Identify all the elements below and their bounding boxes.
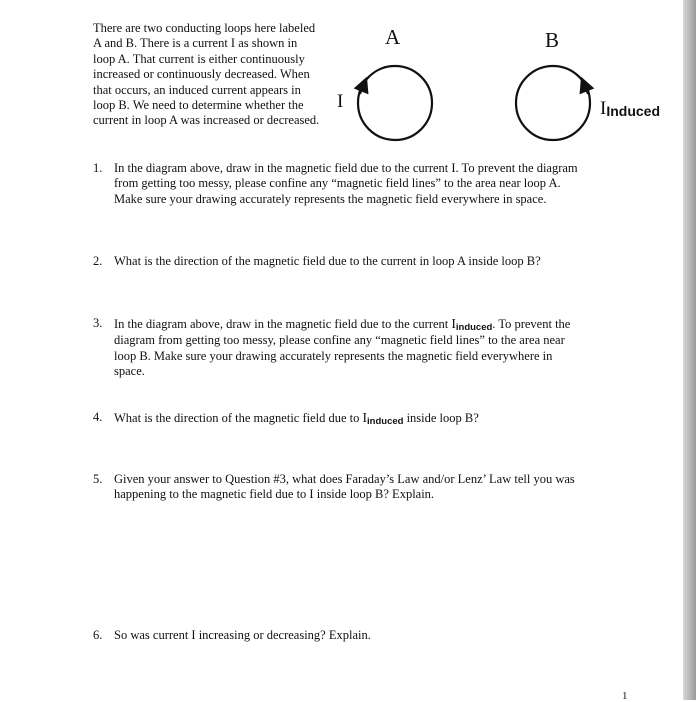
question-number: 6. bbox=[93, 628, 103, 642]
loop-b-label: B bbox=[545, 28, 560, 52]
question-number: 1. bbox=[93, 161, 103, 175]
loop-b-circle bbox=[516, 66, 590, 140]
question-text: Given your answer to Question #3, what does Faraday’s Law and/or Lenz’ Law tell you was happening to the magnetic field due to I inside loop B? Explain. bbox=[114, 472, 575, 502]
loop-a-label: A bbox=[385, 25, 401, 49]
question-number: 3. bbox=[93, 316, 103, 330]
induced-label-main: I bbox=[600, 98, 607, 119]
question-text-post: . To prevent the diagram from getting too messy, please confine any “magnetic field lines” to the area near loop B. Make sure your drawing accurately represents the magnetic field everywhere in space. bbox=[114, 317, 571, 379]
induced-label-sub: Induced bbox=[606, 103, 660, 119]
question-1 bbox=[93, 161, 583, 207]
current-i-label: I bbox=[337, 91, 344, 112]
question-text-post: inside loop B? bbox=[403, 411, 479, 425]
question-5 bbox=[93, 472, 583, 503]
induced-current-label bbox=[600, 98, 660, 120]
induced-symbol-main: I bbox=[362, 410, 368, 425]
intro-paragraph: There are two conducting loops here labeled A and B. There is a current I as shown in loop A. That current is either continuously increased or continuously decreased. When that occurs, an induced current appears in loop B. We need to determine whether the current in loop A was increased or decreased. bbox=[93, 21, 320, 128]
loops-diagram bbox=[0, 0, 696, 160]
page-number: 1 bbox=[622, 690, 628, 702]
question-text: What is the direction of the magnetic field due to the current in loop A inside loop B? bbox=[114, 254, 541, 268]
question-text-pre: What is the direction of the magnetic field due to bbox=[114, 411, 363, 425]
question-number: 2. bbox=[93, 254, 103, 268]
question-text: So was current I increasing or decreasing? Explain. bbox=[114, 628, 371, 642]
question-text bbox=[114, 316, 583, 380]
induced-symbol-main: I bbox=[451, 316, 456, 331]
question-text-pre: In the diagram above, draw in the magnetic field due to the current bbox=[114, 317, 452, 331]
question-text bbox=[114, 410, 583, 427]
question-number: 4. bbox=[93, 410, 103, 424]
loop-a-circle bbox=[358, 66, 432, 140]
induced-symbol-sub: induced bbox=[367, 416, 404, 427]
question-text: In the diagram above, draw in the magnetic field due to the current I. To prevent the diagram from getting too messy, please confine any “magnetic field lines” to the area near loop A. Make sure your drawing accurately represents the magnetic field everywhere in space. bbox=[114, 161, 578, 206]
question-4 bbox=[93, 410, 583, 427]
question-6 bbox=[93, 628, 583, 643]
induced-symbol-sub: induced bbox=[455, 322, 493, 333]
question-2 bbox=[93, 254, 583, 269]
question-number: 5. bbox=[93, 472, 103, 486]
question-3 bbox=[93, 316, 583, 380]
